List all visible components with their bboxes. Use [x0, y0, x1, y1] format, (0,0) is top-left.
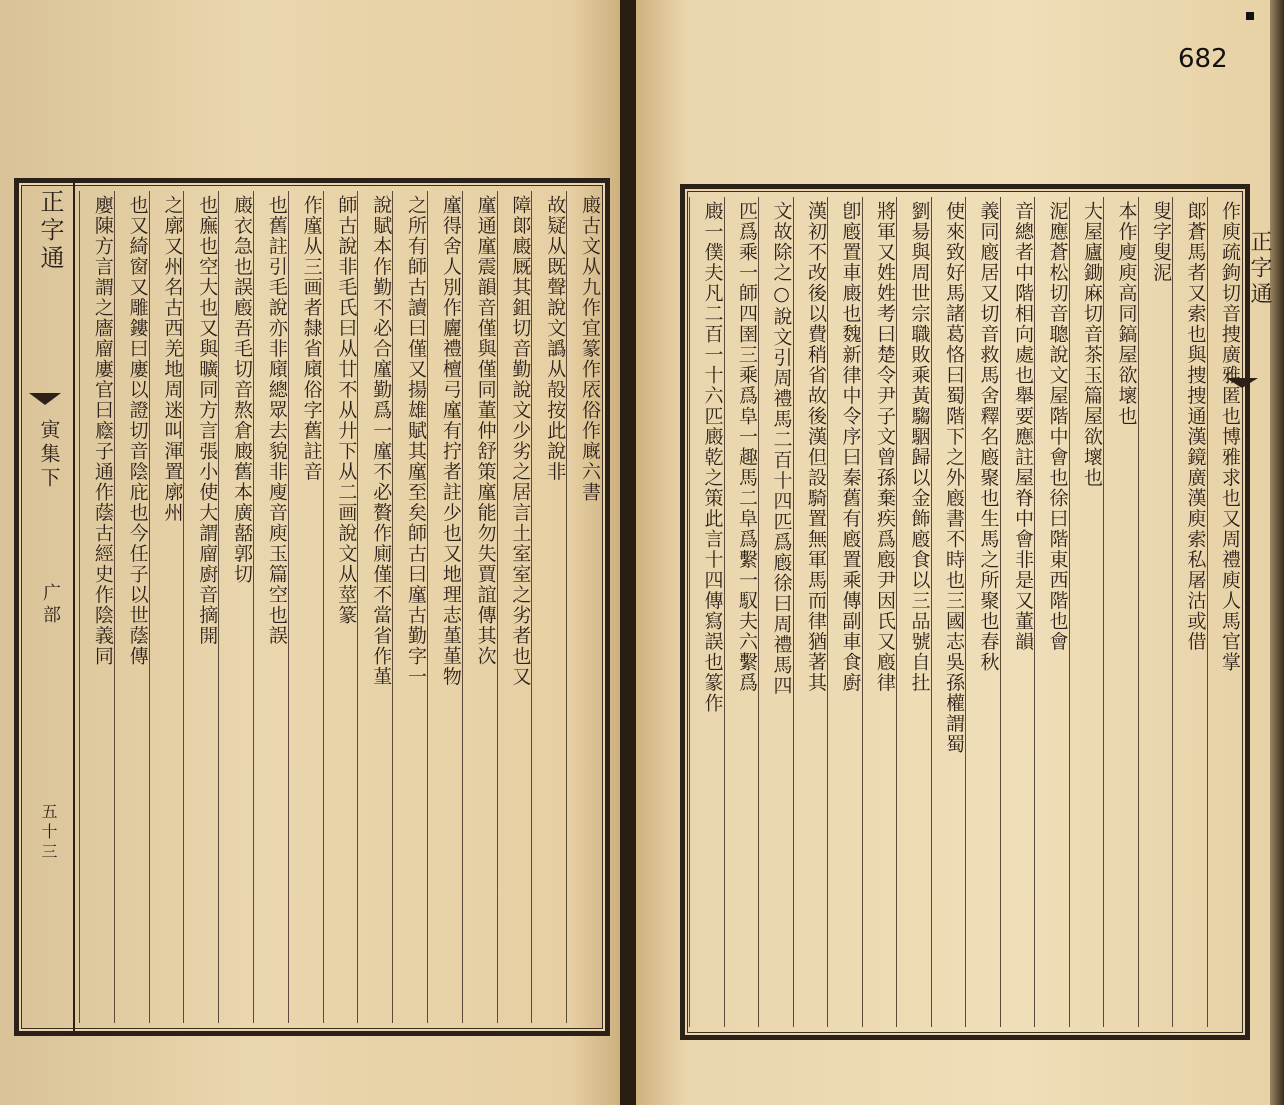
right-margin-title: 正字通	[1247, 230, 1272, 308]
text-column: 廄衣急也誤廏吾毛切音熬倉廄舊本廣嚭郭切	[218, 191, 253, 1023]
text-column: 障郞廄厩其鉏切音勤說文少劣之居言土室室之劣者也又	[497, 191, 532, 1023]
text-column: 本作廋庾高同鎬屋欲壞也	[1103, 197, 1138, 1027]
text-column: 說賦本作勤不必合廑勤爲一廑不必贅作廁僅不當省作堇	[357, 191, 392, 1023]
right-columns	[689, 197, 1241, 1027]
text-column: 廑得舍人別作廲禮檀弓廑有拧者註少也又地理志堇堇物	[427, 191, 462, 1023]
page-edge	[1270, 0, 1284, 1105]
text-column: 大屋廬鋤麻切音茶玉篇屋欲壞也	[1069, 197, 1104, 1027]
text-column: 廄古文从九作宜篆作㕈俗作廐六書	[566, 191, 601, 1023]
text-column: 泥應蒼松切音聰說文屋階中會也徐曰階東西階也會	[1034, 197, 1069, 1027]
text-column: 劉昜與周世宗職敗乘黃騶駰歸以金飾廏食以三品號自扗	[896, 197, 931, 1027]
banxin-title: 正字通	[36, 189, 64, 273]
text-column: 師古說非毛氏曰从廿不从廾下从二画說文从莖篆	[323, 191, 358, 1023]
text-column: 也廡也空大也又與曠同方言張小使大謂廇廚音摘開	[183, 191, 218, 1023]
text-column: 音總者中階相向處也舉要應註屋脊中會非是又董韻	[1000, 197, 1035, 1027]
banxin-strip	[19, 183, 75, 1031]
right-text-frame	[680, 184, 1250, 1040]
text-column: 也舊註引毛說亦非廎總眾去貌非廋音庾玉篇空也誤	[253, 191, 288, 1023]
text-column: 也又綺窗又雕鏤曰廔以證切音陰庇也今任子以世蔭傳	[114, 191, 149, 1023]
text-column: 廑通廑震韻音僅與僅同董仲舒策廑能勿失賈誼傳其次	[462, 191, 497, 1023]
text-column: 作廑从三画者隸省廎俗字舊註音	[288, 191, 323, 1023]
text-column: 郞蒼馬者又索也與捜捜通漢鏡廣漢庾索私屠沽或借	[1172, 197, 1207, 1027]
text-column: 將軍又姓姓考曰楚令尹子文曾孫棄疾爲廏尹因氏又廏律	[862, 197, 897, 1027]
text-column: 漢初不改後以費稍省故後漢但設騎置無軍馬而律猶著其	[793, 197, 828, 1027]
banxin-volume: 寅集下	[37, 419, 61, 491]
fishtail-mark	[1226, 378, 1258, 388]
banxin-leaf-number: 五十三	[39, 803, 58, 863]
text-column: 故疑从既聲說文譌从㱿按此說非	[531, 191, 566, 1023]
text-column: 之所有師古讀曰僅又揚雄賦其廑至矣師古曰廑古勤字一	[392, 191, 427, 1023]
text-column: 卽廏置車廄也魏新律中令序曰秦舊有廏置乘傳副車食廚	[827, 197, 862, 1027]
text-column: 作庾疏鉤切音捜廣雅匿也博雅求也又周禮庾人馬官掌	[1207, 197, 1242, 1027]
corner-marker	[1246, 12, 1254, 20]
text-column: 匹爲乘一師四圉三乘爲阜一趣馬二阜爲繫一馭夫六繫爲	[724, 197, 759, 1027]
left-text-frame	[14, 178, 610, 1036]
text-column: 廮陳方言謂之廧廇廔官曰廕子通作蔭古經史作陰義同	[79, 191, 114, 1023]
text-column: 之廓又州名古西羌地周迷叫渾置廓州	[149, 191, 184, 1023]
fishtail-mark	[29, 393, 61, 405]
text-column: 使來致好馬諸葛恪曰蜀階下之外廏書不時也三國志吳孫權謂蜀	[931, 197, 966, 1027]
text-column: 叟字叟泥	[1138, 197, 1173, 1027]
banxin-radical: 广部	[40, 583, 61, 627]
text-column: 廄一僕夫凡二百一十六匹廄乾之策此言十四傳寫誤也篆作	[689, 197, 724, 1027]
text-column: 義同廏居又切音救馬舍釋名廏聚也生馬之所聚也春秋	[965, 197, 1000, 1027]
book-gutter	[620, 0, 636, 1105]
page-number: 682	[1178, 44, 1228, 74]
text-column: 文故除之○說文引周禮馬二百十四匹爲廏徐曰周禮馬四	[758, 197, 793, 1027]
left-columns	[79, 191, 601, 1023]
